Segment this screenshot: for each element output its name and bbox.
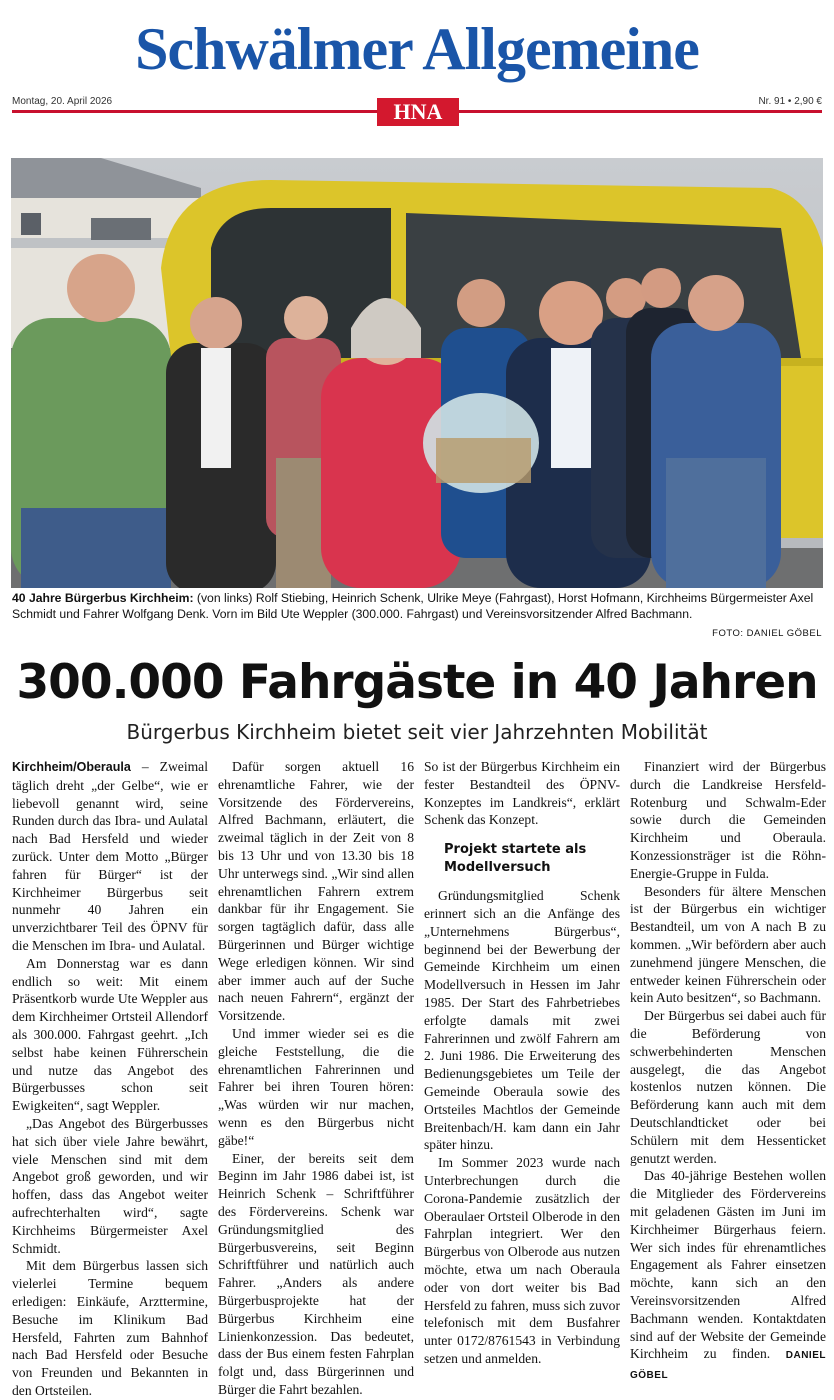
caption-lead: 40 Jahre Bürgerbus Kirchheim: [12,591,194,605]
paragraph: Dafür sorgen aktuell 16 ehrenamtliche Fahrer, wie der Vorsitzende des Fördervereins, Alfred Bachmann, erläutert, die zweimal täglich in der Zeit von 8 bis 13 Uhr und von 13.30 bis 18 Uhr unterwegs sind. „Wir sind allen ehrenamtlichen Fahrern extrem dankbar für ihr Engagement. Sie sorgen tagtäglich dafür, dass alle Bürgerinnen und Bürger wichtige Wege erledigen können. Wir sind aber immer auch auf der Suche nach neuen Fahrern“, ergänzt der Vorsitzende. [218,759,414,1024]
photo-caption [12,590,822,622]
issue-date: Montag, 20. April 2026 [12,96,113,107]
newspaper-title: Schwälmer Allgemeine [135,16,699,82]
paragraph: Besonders für ältere Menschen ist der Bürgerbus ein wichtiger Bestandteil, um von A nach B zu kommen. „Wir befördern aber auch zunehmend jüngere Menschen, die entweder keinen Führerschein oder kein Auto besitzen“, so Bachmann. [630,883,826,1006]
dateline: Kirchheim/Oberaula [12,760,131,774]
column-3 [424,758,620,1368]
paragraph: Mit dem Bürgerbus lassen sich vielerlei Termine bequem erledigen: Einkäufe, Arzttermine, Besuche im Klinikum Bad Hersfeld, Fahrten zum Bahnhof nach Bad Hersfeld oder Besuche von Freunden und Bekannten in den Ortsteilen. [12,1258,208,1398]
paragraph-text: – Zweimal täglich dreht „der Gelbe“, wie er liebevoll genannt wird, seine Runden durch das Ibra- und Aulatal nach Bad Hersfeld und wieder zurück. Unter dem Motto „Bürger fahren für Bürger“ ist der Kirchheimer Bürgerbus seit nunmehr 40 Jahren ein unverzichtbarer Teil des ÖPNV für die Menschen im Ibra- und Aulatal. [12,759,208,953]
headline: 300.000 Fahrgäste in 40 Jahren [16,655,818,710]
caption-text: (von links) Rolf Stiebing, Heinrich Schenk, Ulrike Meye (Fahrgast), Horst Hofmann, Kirchheims Bürgermeister Axel Schmidt und Fahrer Wolfgang Denk. Vorn im Bild Ute Weppler (300.000. Fahrgast) und Vereinsvorsitzender Alfred Bachmann. [12,591,814,621]
paragraph: Im Sommer 2023 wurde nach Unterbrechungen durch die Corona-Pandemie zusätzlich der Oberaulaer Ortsteil Olberode in den Fahrplan integriert. Wer den Bürgerbus von Olberode aus nutzen möchte, etwa um nach Oberaula oder von dort weiter bis Bad Hersfeld zu fahren, muss sich zuvor telefonisch mit dem Busfahrer unter 0172/8761543 in Verbindung setzen und anmelden. [424,1155,620,1366]
column-2 [218,758,414,1399]
paragraph [12,758,208,955]
photo-credit: FOTO: DANIEL GÖBEL [712,628,822,639]
paragraph [630,1167,826,1385]
paragraph: Und immer wieder sei es die gleiche Feststellung, die die ehrenamtlichen Fahrerinnen und Fahrer bei ihren Touren hören: „Was würden wir nur machen, wenn es den Bürgerbus nicht gäbe!“ [218,1025,414,1148]
hna-logo: HNA [377,98,459,126]
column-4 [630,758,826,1385]
article-photo [11,158,823,588]
paragraph: Der Bürgerbus sei dabei auch für die Beförderung von schwerbehinderten Menschen ausgelegt, die das Angebot kostenlos nutzen können. Die Beförderung kann auch mit dem Deutschlandticket oder bei Schülern mit dem Hessenticket genutzt werden. [630,1008,826,1166]
author-byline: DANIEL GÖBEL [630,1350,826,1382]
paragraph: „Das Angebot des Bürgerbusses hat sich über viele Jahre bewährt, viele Menschen sind mit dem Angebot groß geworden, und wir hoffen, dass das Angebot weiter aufrechterhalten wird“, sagte Kirchheims Bürgermeister Axel Schmidt. [12,1115,208,1256]
column-1 [12,758,208,1400]
paragraph: Gründungsmitglied Schenk erinnert sich an die Anfänge des „Unternehmens Bürgerbus“, beginnend bei der Bewerbung der Gemeinde Kirchheim um einen Modellversuch in Hessen im Jahr 1985. Der Start des Fahrbetriebes erfolgte damals mit zwei Fahrerinnen und zwölf Fahrern am 2. Juni 1986. Die Erweiterung des Bedienungsgebietes um Teile der Gemeinde Oberaula sowie des Ortsteiles Machtlos der Gemeinde Breitenbach/H. kam dann ein Jahr später hinzu. [424,888,620,1153]
article-body [12,758,826,1398]
issue-number-price: Nr. 91 • 2,90 € [758,96,822,107]
paragraph: Am Donnerstag war es dann endlich so weit: Mit einem Präsentkorb wurde Ute Weppler aus dem Kirchheimer Ortsteil Allendorf als 300.000. Fahrgast geehrt. „Ich selbst habe keinen Führerschein und nutze das Angebot des Bürgerbusses schon seit Ewigkeiten“, sagt Weppler. [12,955,208,1114]
paragraph-text: Das 40-jährige Bestehen wollen die Mitglieder des Fördervereins mit geladenen Gästen im Juni im Kirchheimer Bürgerhaus feiern. Wer sich indes für ehrenamtliches Engagement als Fahrer einsetzen möchte, kann sich an den Vereinsvorsitzenden Alfred Bachmann wenden. Kontaktdaten sind auf der Website der Gemeinde Kirchheim zu finden. [630,1168,826,1362]
subheadline: Bürgerbus Kirchheim bietet seit vier Jahrzehnten Mobilität [126,720,708,744]
paragraph: So ist der Bürgerbus Kirchheim ein fester Bestandteil des ÖPNV-Konzeptes im Landkreis“, erklärt Schenk das Konzept. [424,759,620,828]
paragraph: Einer, der bereits seit dem Beginn im Jahr 1986 dabei ist, ist Heinrich Schenk – Schriftführer des Fördervereins. Schenk war Gründungsmitglied des Bürgerbusvereins, seit Beginn Schriftführer und natürlich auch Fahrer. „Anders als andere Bürgerbusprojekte hat der Bürgerbus Kirchheim eine Linienkonzession. Das bedeutet, dass der Bus einem festen Fahrplan folgt und, dass Bürgerinnen und Bürger die Fahrt bezahlen. [218,1150,414,1397]
masthead [0,0,834,130]
section-subheading: Projekt startete als Modellversuch [444,842,587,876]
paragraph: Finanziert wird der Bürgerbus durch die Landkreise Hersfeld-Rotenburg und Schwalm-Eder sowie durch die Gemeinden Kirchheim und Oberaula. Konzessionsträger ist die Röhn-Energie-Gruppe in Fulda. [630,759,826,881]
